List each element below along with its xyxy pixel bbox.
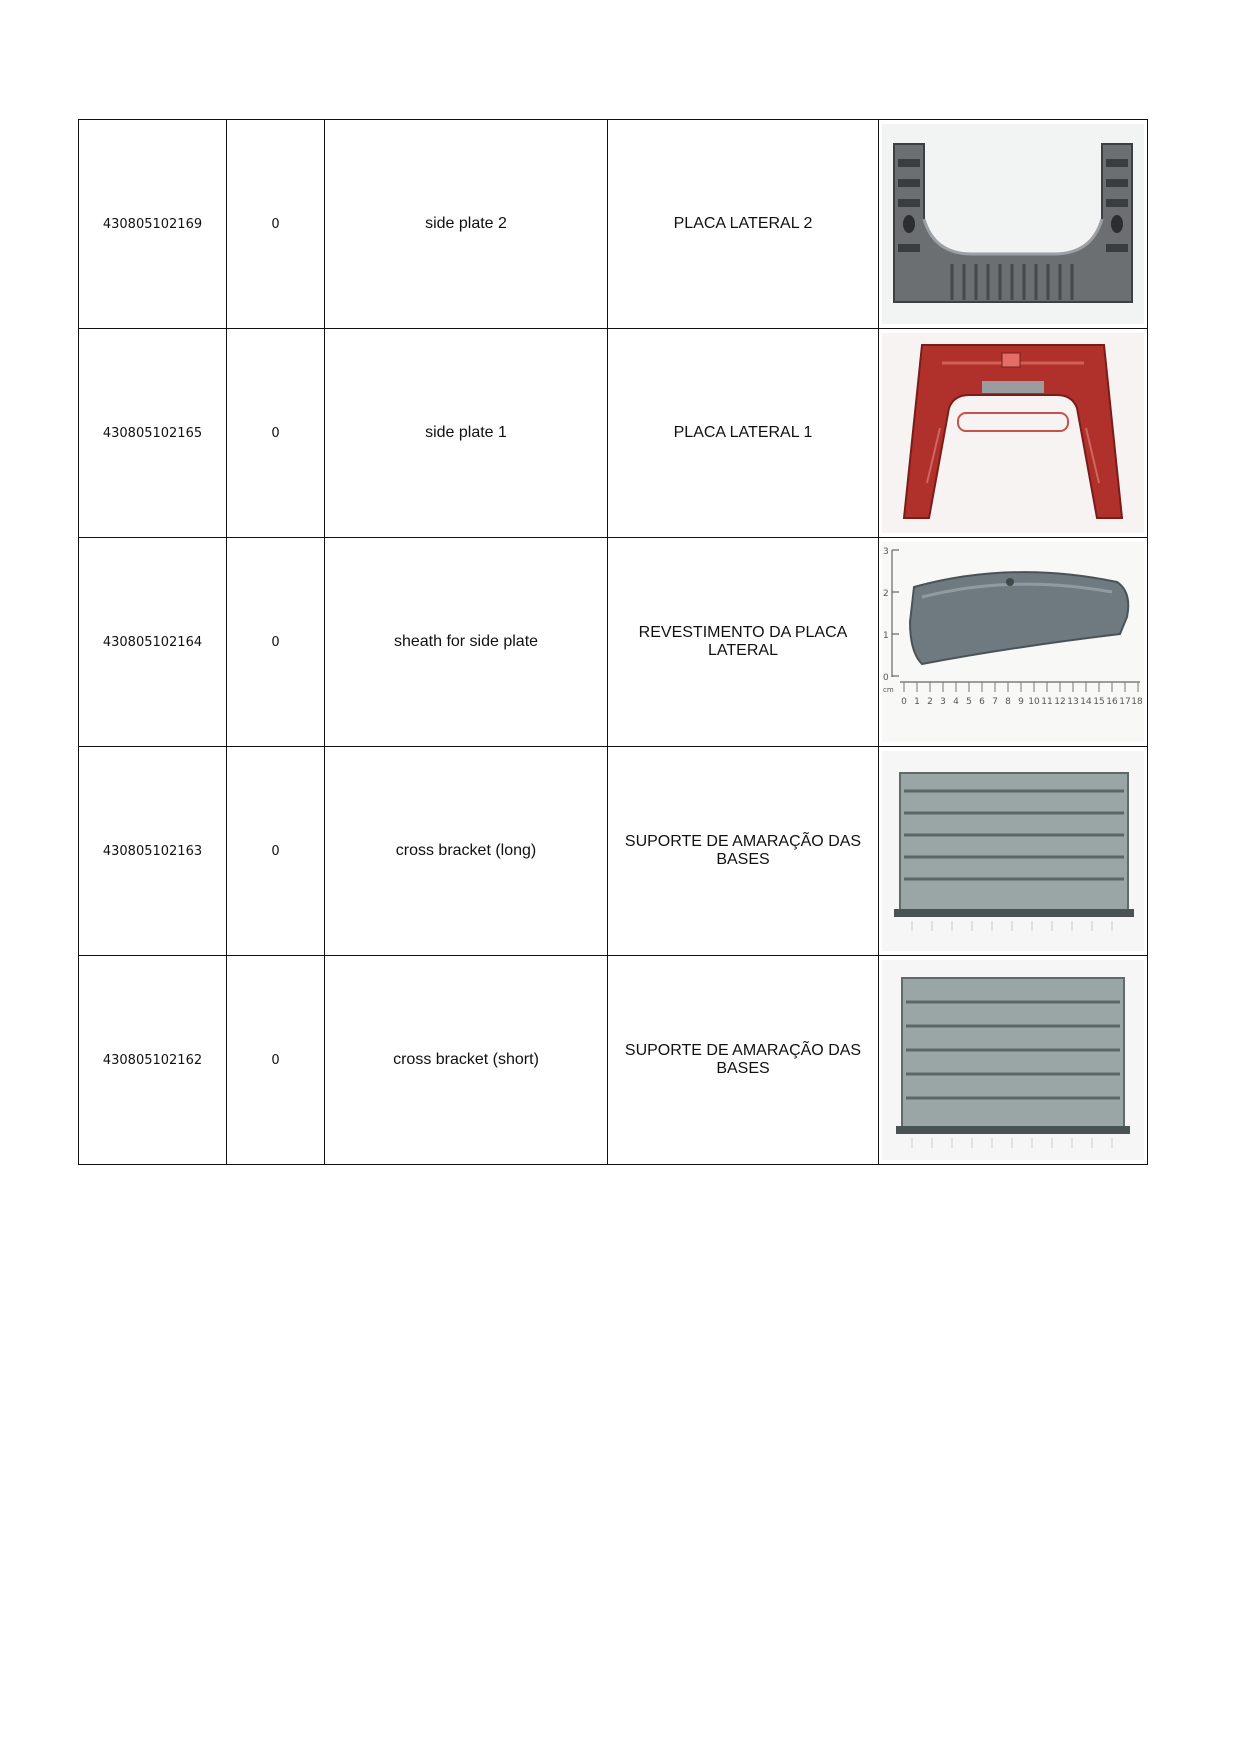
description-pt: REVESTIMENTO DA PLACA LATERAL — [608, 538, 879, 747]
ruler-tick-label: 17 — [1119, 697, 1131, 707]
table-row — [79, 956, 1148, 1165]
table-row — [79, 329, 1148, 538]
ruler-tick-label: 5 — [966, 697, 972, 707]
ruler-tick-label: 13 — [1067, 697, 1079, 707]
part-code: 430805102164 — [79, 538, 227, 747]
table-row — [79, 538, 1148, 747]
ruler-tick-label: 0 — [901, 697, 907, 707]
revision: 0 — [227, 329, 325, 538]
description-pt: PLACA LATERAL 1 — [608, 329, 879, 538]
ruler-tick-label: 11 — [1041, 697, 1053, 707]
part-photo-cell — [879, 120, 1148, 329]
description-en: side plate 2 — [325, 120, 608, 329]
ruler-tick-label: 2 — [927, 697, 933, 707]
ruler-tick-label: 14 — [1080, 697, 1092, 707]
description-en: side plate 1 — [325, 329, 608, 538]
ruler-tick-label: 3 — [940, 697, 946, 707]
ruler-tick-label: 1 — [914, 697, 920, 707]
ruler-tick-label: 9 — [1018, 697, 1024, 707]
ruler-tick-label: 16 — [1106, 697, 1118, 707]
ruler-tick-label: 1 — [883, 631, 889, 641]
ruler-tick-label: 7 — [992, 697, 998, 707]
part-code: 430805102163 — [79, 747, 227, 956]
revision: 0 — [227, 538, 325, 747]
ruler-tick-label: 6 — [979, 697, 985, 707]
table-row — [79, 747, 1148, 956]
part-photo-cell — [879, 329, 1148, 538]
revision: 0 — [227, 747, 325, 956]
ruler-tick-label: 10 — [1028, 697, 1040, 707]
ruler-tick-label: 0 — [883, 673, 889, 683]
description-en: sheath for side plate — [325, 538, 608, 747]
ruler-unit-label: cm — [883, 686, 894, 694]
part-photo-cell — [879, 747, 1148, 956]
ruler-tick-label: 15 — [1093, 697, 1105, 707]
ruler-tick-label: 4 — [953, 697, 959, 707]
description-en: cross bracket (short) — [325, 956, 608, 1165]
part-code: 430805102165 — [79, 329, 227, 538]
side-plate-1-photo — [882, 333, 1144, 533]
table-row — [79, 120, 1148, 329]
description-pt: PLACA LATERAL 2 — [608, 120, 879, 329]
cross-bracket-long-photo — [882, 751, 1144, 951]
ruler-tick-label: 8 — [1005, 697, 1011, 707]
ruler-tick-label: 2 — [883, 589, 889, 599]
revision: 0 — [227, 120, 325, 329]
description-en: cross bracket (long) — [325, 747, 608, 956]
parts-table — [78, 119, 1148, 1165]
side-plate-2-photo — [882, 124, 1144, 324]
sheath-photo — [882, 542, 1144, 742]
part-photo-cell — [879, 956, 1148, 1165]
cross-bracket-short-photo — [882, 960, 1144, 1160]
part-code: 430805102162 — [79, 956, 227, 1165]
description-pt: SUPORTE DE AMARAÇÃO DAS BASES — [608, 956, 879, 1165]
revision: 0 — [227, 956, 325, 1165]
part-photo-cell — [879, 538, 1148, 747]
ruler-tick-label: 12 — [1054, 697, 1066, 707]
ruler-tick-label: 3 — [883, 547, 889, 557]
part-code: 430805102169 — [79, 120, 227, 329]
ruler-tick-label: 18 — [1131, 697, 1143, 707]
description-pt: SUPORTE DE AMARAÇÃO DAS BASES — [608, 747, 879, 956]
